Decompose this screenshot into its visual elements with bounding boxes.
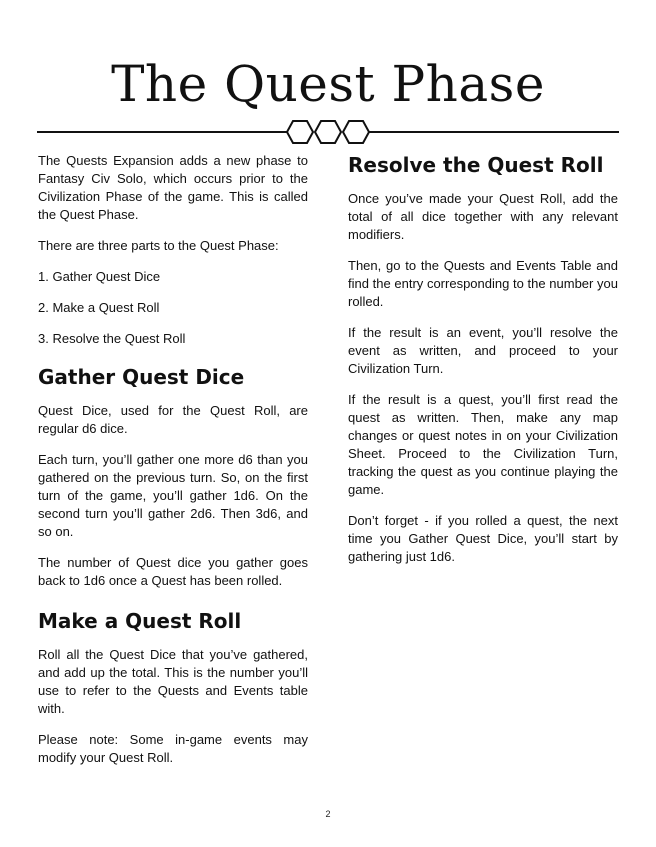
right-column: [348, 152, 618, 579]
phase-steps-list: [38, 268, 308, 348]
body-paragraph: Please note: Some in-game events may modify your Quest Roll.: [38, 732, 308, 765]
body-paragraph: Don’t forget - if you rolled a quest, the next time you Gather Quest Dice, you’ll start by gathering just 1d6.: [348, 513, 618, 564]
list-item: 1. Gather Quest Dice: [38, 269, 161, 284]
intro-paragraph: The Quests Expansion adds a new phase to Fantasy Civ Solo, which occurs prior to the Civilization Phase of the game. This is called the Quest Phase.: [38, 153, 308, 222]
hexagon-divider: [37, 118, 619, 146]
intro-paragraph: There are three parts to the Quest Phase:: [38, 238, 279, 253]
list-item: 2. Make a Quest Roll: [38, 300, 160, 315]
section-heading-roll: Make a Quest Roll: [38, 609, 242, 633]
section-heading-gather: Gather Quest Dice: [38, 365, 245, 389]
body-paragraph: The number of Quest dice you gather goes back to 1d6 once a Quest has been rolled.: [38, 555, 308, 588]
body-paragraph: Each turn, you’ll gather one more d6 than you gathered on the previous turn. So, on the first turn of the game, you’ll gather 1d6. On the second turn you’ll gather 2d6. Then 3d6, and so on.: [38, 452, 308, 539]
list-item: 3. Resolve the Quest Roll: [38, 331, 186, 346]
body-paragraph: Quest Dice, used for the Quest Roll, are regular d6 dice.: [38, 403, 308, 436]
left-column: [38, 152, 308, 780]
body-paragraph: Roll all the Quest Dice that you’ve gathered, and add up the total. This is the number you’ll use to refer to the Quests and Events table with.: [38, 647, 308, 716]
page-number: 2: [325, 809, 331, 819]
body-paragraph: Then, go to the Quests and Events Table and find the entry corresponding to the number you rolled.: [348, 258, 618, 309]
body-paragraph: If the result is a quest, you’ll first read the quest as written. Then, make any map changes or quest notes in on your Civilization Sheet. Proceed to the Civilization Turn, tracking the quest as you continue playing the game.: [348, 392, 618, 497]
section-heading-resolve: Resolve the Quest Roll: [348, 153, 604, 177]
page-title: The Quest Phase: [111, 55, 545, 113]
body-paragraph: Once you’ve made your Quest Roll, add the total of all dice together with any relevant modifiers.: [348, 191, 618, 242]
body-paragraph: If the result is an event, you’ll resolve the event as written, and proceed to your Civilization Turn.: [348, 325, 618, 376]
